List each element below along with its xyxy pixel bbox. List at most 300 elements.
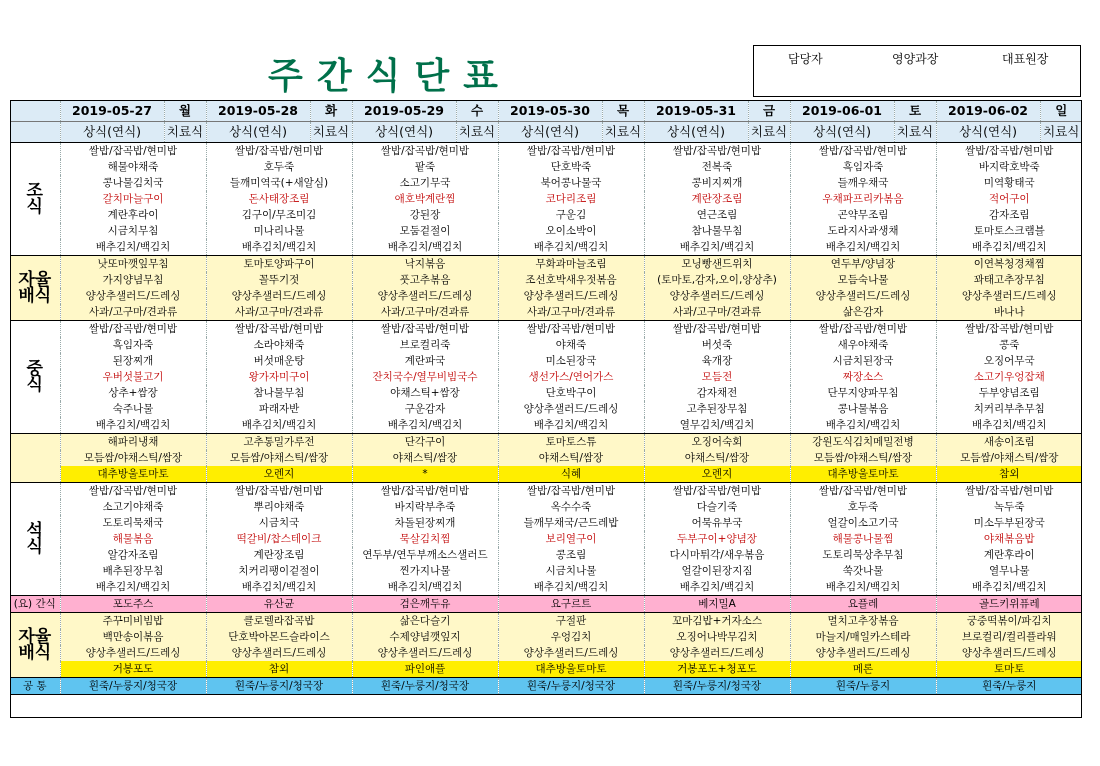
menu-cell: 모듬전 <box>644 369 790 385</box>
date-cell: 2019-06-01 <box>790 101 894 122</box>
buffet3-label-text: 자율 배식 <box>18 627 52 663</box>
regular-diet-header: 상식(연식) <box>352 122 456 143</box>
weekday-cell: 월 <box>164 101 206 122</box>
menu-cell: 쌀밥/잡곡밥/현미밥 <box>936 483 1082 500</box>
menu-cell: 콩나물볶음 <box>790 401 936 417</box>
menu-cell: 단호박아몬드슬라이스 <box>206 629 352 645</box>
common-label <box>10 678 60 695</box>
dinner-row <box>10 483 1082 500</box>
breakfast-row <box>10 159 1082 175</box>
menu-cell: 소고기야채죽 <box>60 499 206 515</box>
menu-cell: 배추김치/백김치 <box>644 579 790 596</box>
menu-cell: 야채죽 <box>498 337 644 353</box>
regular-diet-header: 상식(연식) <box>936 122 1040 143</box>
menu-cell: 치커리부추무침 <box>936 401 1082 417</box>
menu-cell: 배추된장무침 <box>60 563 206 579</box>
menu-cell: 뿌리야채죽 <box>206 499 352 515</box>
menu-cell: 배추김치/백김치 <box>206 239 352 256</box>
weekday-cell: 토 <box>894 101 936 122</box>
menu-cell: 찐가지나물 <box>352 563 498 579</box>
menu-cell: 우버섯불고기 <box>60 369 206 385</box>
menu-cell: 계란후라이 <box>936 547 1082 563</box>
buffet3-row <box>10 613 1082 630</box>
menu-cell: 쌀밥/잡곡밥/현미밥 <box>60 143 206 160</box>
menu-cell: 흑임자죽 <box>60 337 206 353</box>
date-cell: 2019-06-02 <box>936 101 1040 122</box>
menu-cell: 흰죽/누룽지/청국장 <box>644 678 790 695</box>
menu-cell: 연두부/연두부깨소스샐러드 <box>352 547 498 563</box>
menu-cell: 팥죽 <box>352 159 498 175</box>
menu-cell: 미나리나물 <box>206 223 352 239</box>
date-cell: 2019-05-30 <box>498 101 602 122</box>
breakfast-row <box>10 223 1082 239</box>
menu-cell: 해파리냉채 <box>60 434 206 451</box>
menu-cell: 양상추샐러드/드레싱 <box>498 401 644 417</box>
buffet3-fruit-row <box>10 661 1082 678</box>
menu-cell: 배추김치/백김치 <box>790 417 936 434</box>
menu-cell: 묵살김치찜 <box>352 531 498 547</box>
therapeutic-diet-header: 치료식 <box>310 122 352 143</box>
menu-cell: 오징어무국 <box>936 353 1082 369</box>
menu-cell: 브로컬리/컬리플라워 <box>936 629 1082 645</box>
menu-cell: 배추김치/백김치 <box>790 579 936 596</box>
menu-cell: 양상추샐러드/드레싱 <box>790 645 936 661</box>
menu-cell: 코다리조림 <box>498 191 644 207</box>
menu-cell: 도라지사과생채 <box>790 223 936 239</box>
menu-cell: 고추된장무침 <box>644 401 790 417</box>
menu-cell: 된장찌개 <box>60 353 206 369</box>
dinner-row <box>10 515 1082 531</box>
menu-cell: 쌀밥/잡곡밥/현미밥 <box>936 321 1082 338</box>
menu-cell: 쌀밥/잡곡밥/현미밥 <box>206 483 352 500</box>
menu-cell: 가지양념무침 <box>60 272 206 288</box>
menu-cell: 쌀밥/잡곡밥/현미밥 <box>206 321 352 338</box>
menu-cell: 배추김치/백김치 <box>60 579 206 596</box>
menu-cell: 양상추샐러드/드레싱 <box>498 645 644 661</box>
common-label-text: 공 통 <box>22 680 47 692</box>
fruit-cell: 파인애플 <box>352 661 498 678</box>
menu-cell: 고추통밀가루전 <box>206 434 352 451</box>
menu-cell: 무화과마늘조림 <box>498 256 644 273</box>
menu-cell: 야채스틱/쌈장 <box>498 450 644 466</box>
menu-cell: 양상추샐러드/드레싱 <box>352 288 498 304</box>
menu-cell: 골드키위퓨레 <box>936 596 1082 613</box>
menu-cell: 구운감자 <box>352 401 498 417</box>
menu-cell: 단각구이 <box>352 434 498 451</box>
breakfast-label <box>10 143 60 256</box>
menu-cell: 꽈태고추장무침 <box>936 272 1082 288</box>
fruit-cell: 토마토 <box>936 661 1082 678</box>
menu-cell: 도토리묵상추무침 <box>790 547 936 563</box>
buffet2-label <box>10 434 60 483</box>
menu-cell: 열무김치/백김치 <box>644 417 790 434</box>
menu-cell: 배추김치/백김치 <box>936 239 1082 256</box>
page-title: 주간식단표 <box>268 56 512 97</box>
lunch-row <box>10 385 1082 401</box>
menu-cell: 쌀밥/잡곡밥/현미밥 <box>790 143 936 160</box>
menu-cell: 바지락호박죽 <box>936 159 1082 175</box>
menu-cell: 클로렐라잡곡밥 <box>206 613 352 630</box>
buffet2-row <box>10 450 1082 466</box>
lunch-row <box>10 401 1082 417</box>
menu-cell: 모듬쌈/야채스틱/쌈장 <box>790 450 936 466</box>
menu-cell: 삶은다슬기 <box>352 613 498 630</box>
menu-cell: 들깨우채국 <box>790 175 936 191</box>
regular-diet-header: 상식(연식) <box>498 122 602 143</box>
menu-cell: 사과/고구마/견과류 <box>206 304 352 321</box>
menu-cell: 돈사태장조림 <box>206 191 352 207</box>
menu-cell: 콩죽 <box>936 337 1082 353</box>
menu-cell: 연근조림 <box>644 207 790 223</box>
lunch-row <box>10 369 1082 385</box>
fruit-cell: 오렌지 <box>644 466 790 483</box>
lunch-row <box>10 417 1082 434</box>
menu-cell: 야채스틱+쌈장 <box>352 385 498 401</box>
menu-cell: 왕가자미구이 <box>206 369 352 385</box>
menu-cell: 쌀밥/잡곡밥/현미밥 <box>352 143 498 160</box>
menu-cell: 백만송이볶음 <box>60 629 206 645</box>
menu-cell: 멸치고추장볶음 <box>790 613 936 630</box>
snack-row <box>10 596 1082 613</box>
menu-cell: 쌀밥/잡곡밥/현미밥 <box>644 321 790 338</box>
menu-cell: 잔치국수/열무비빔국수 <box>352 369 498 385</box>
menu-cell: 도토리묵채국 <box>60 515 206 531</box>
menu-cell: 치커리팽이겉절이 <box>206 563 352 579</box>
menu-cell: 소라야채죽 <box>206 337 352 353</box>
therapeutic-diet-header: 치료식 <box>164 122 206 143</box>
menu-cell: 강원도식김치메밀전병 <box>790 434 936 451</box>
menu-cell: 옥수수죽 <box>498 499 644 515</box>
menu-cell: 계란후라이 <box>60 207 206 223</box>
approval-nutrition-manager: 영양과장 <box>892 52 939 66</box>
menu-cell: 단호박죽 <box>498 159 644 175</box>
buffet1-row <box>10 288 1082 304</box>
menu-cell: 배추김치/백김치 <box>206 579 352 596</box>
menu-cell: 배추김치/백김치 <box>352 239 498 256</box>
dinner-row <box>10 547 1082 563</box>
common-row <box>10 678 1082 695</box>
menu-cell: 토마토스튜 <box>498 434 644 451</box>
menu-cell: 요플레 <box>790 596 936 613</box>
menu-cell: (토마토,감자,오이,양상추) <box>644 272 790 288</box>
date-cell: 2019-05-29 <box>352 101 456 122</box>
buffet1-row <box>10 304 1082 321</box>
buffet1-row <box>10 256 1082 273</box>
menu-cell: 짜장소스 <box>790 369 936 385</box>
menu-cell: 새송이조림 <box>936 434 1082 451</box>
menu-cell: 계란파국 <box>352 353 498 369</box>
menu-cell: 양상추샐러드/드레싱 <box>352 645 498 661</box>
menu-cell: 양상추샐러드/드레싱 <box>936 288 1082 304</box>
fruit-cell: 참외 <box>206 661 352 678</box>
menu-cell: 바나나 <box>936 304 1082 321</box>
fruit-cell: 참외 <box>936 466 1082 483</box>
menu-cell: 김구이/무조미김 <box>206 207 352 223</box>
menu-cell: 요구르트 <box>498 596 644 613</box>
weekday-cell: 수 <box>456 101 498 122</box>
menu-cell: 야채볶음밥 <box>936 531 1082 547</box>
regular-diet-header: 상식(연식) <box>60 122 164 143</box>
approval-director: 대표원장 <box>1002 52 1049 66</box>
menu-cell: 다슬기죽 <box>644 499 790 515</box>
menu-cell: 어묵유부국 <box>644 515 790 531</box>
menu-cell: 구운김 <box>498 207 644 223</box>
menu-cell: 이연복청경채찜 <box>936 256 1082 273</box>
menu-cell: 콩나물김치국 <box>60 175 206 191</box>
menu-cell: 양상추샐러드/드레싱 <box>644 645 790 661</box>
menu-cell: 오징어나박무김치 <box>644 629 790 645</box>
menu-cell: 쑥갓나물 <box>790 563 936 579</box>
menu-cell: 흑임자죽 <box>790 159 936 175</box>
fruit-cell: 오렌지 <box>206 466 352 483</box>
menu-cell: 시금치된장국 <box>790 353 936 369</box>
menu-cell: 단호박구이 <box>498 385 644 401</box>
menu-cell: 새우야채죽 <box>790 337 936 353</box>
menu-cell: 쌀밥/잡곡밥/현미밥 <box>352 483 498 500</box>
fruit-cell: * <box>352 466 498 483</box>
menu-cell: 미역황태국 <box>936 175 1082 191</box>
menu-cell: 양상추샐러드/드레싱 <box>206 288 352 304</box>
menu-cell: 배추김치/백김치 <box>60 239 206 256</box>
menu-cell: 모듬쌈/야채스틱/쌈장 <box>936 450 1082 466</box>
menu-cell: 해물야채죽 <box>60 159 206 175</box>
therapeutic-diet-header: 치료식 <box>894 122 936 143</box>
menu-cell: 콩비지찌개 <box>644 175 790 191</box>
menu-cell: 쌀밥/잡곡밥/현미밥 <box>206 143 352 160</box>
menu-cell: 시금치나물 <box>498 563 644 579</box>
regular-diet-header: 상식(연식) <box>644 122 748 143</box>
menu-cell: 숙주나물 <box>60 401 206 417</box>
date-cell: 2019-05-28 <box>206 101 310 122</box>
menu-cell: 배추김치/백김치 <box>790 239 936 256</box>
menu-cell: 해물볶음 <box>60 531 206 547</box>
menu-cell: 생선가스/연어가스 <box>498 369 644 385</box>
menu-cell: 적어구이 <box>936 191 1082 207</box>
menu-cell: 사과/고구마/견과류 <box>498 304 644 321</box>
breakfast-row <box>10 191 1082 207</box>
lunch-label-text: 중 식 <box>26 359 43 395</box>
menu-cell: 양상추샐러드/드레싱 <box>644 288 790 304</box>
menu-cell: 호두죽 <box>790 499 936 515</box>
buffet3-row <box>10 629 1082 645</box>
menu-cell: 얼갈이소고기국 <box>790 515 936 531</box>
meal-type-row <box>10 122 1082 143</box>
menu-cell: 연두부/양념장 <box>790 256 936 273</box>
weekly-menu-table <box>10 100 1082 695</box>
lunch-row <box>10 353 1082 369</box>
menu-cell: 오징어숙회 <box>644 434 790 451</box>
menu-cell: 쌀밥/잡곡밥/현미밥 <box>644 483 790 500</box>
menu-cell: 보리열구이 <box>498 531 644 547</box>
menu-cell: 배추김치/백김치 <box>352 417 498 434</box>
menu-cell: 양상추샐러드/드레싱 <box>936 645 1082 661</box>
menu-cell: 토마토스크램블 <box>936 223 1082 239</box>
snack-label-text: (요) 간식 <box>13 598 56 610</box>
menu-cell: 삶은감자 <box>790 304 936 321</box>
buffet1-label <box>10 256 60 321</box>
menu-cell: 들깨무채국/근드레밥 <box>498 515 644 531</box>
menu-cell: 야채스틱/쌈장 <box>352 450 498 466</box>
menu-cell: 야채스틱/쌈장 <box>644 450 790 466</box>
menu-cell: 계란장조림 <box>206 547 352 563</box>
menu-cell: 갈치마늘구이 <box>60 191 206 207</box>
dinner-row <box>10 579 1082 596</box>
menu-cell: 꼬마김밥+거자소스 <box>644 613 790 630</box>
menu-cell: 흰죽/누룽지/청국장 <box>498 678 644 695</box>
menu-cell: 소고기무국 <box>352 175 498 191</box>
menu-cell: 양상추샐러드/드레싱 <box>790 288 936 304</box>
menu-cell: 두부양념조림 <box>936 385 1082 401</box>
menu-cell: 쌀밥/잡곡밥/현미밥 <box>60 483 206 500</box>
menu-cell: 흰죽/누룽지/청국장 <box>206 678 352 695</box>
menu-cell: 쌀밥/잡곡밥/현미밥 <box>790 321 936 338</box>
regular-diet-header: 상식(연식) <box>206 122 310 143</box>
menu-cell: 배추김치/백김치 <box>936 417 1082 434</box>
menu-cell: 애호박계란찜 <box>352 191 498 207</box>
menu-cell: 북어콩나물국 <box>498 175 644 191</box>
fruit-cell: 대추방울토마토 <box>790 466 936 483</box>
menu-cell: 유산균 <box>206 596 352 613</box>
menu-cell: 쌀밥/잡곡밥/현미밥 <box>498 483 644 500</box>
menu-cell: 두부구이+양념장 <box>644 531 790 547</box>
menu-cell: 육개장 <box>644 353 790 369</box>
menu-cell: 사과/고구마/견과류 <box>644 304 790 321</box>
menu-cell: 알감자조림 <box>60 547 206 563</box>
corner-cell <box>10 101 60 122</box>
menu-cell: 열무나물 <box>936 563 1082 579</box>
menu-cell: 포도주스 <box>60 596 206 613</box>
lunch-label <box>10 321 60 434</box>
menu-cell: 토마토양파구이 <box>206 256 352 273</box>
menu-cell: 녹두죽 <box>936 499 1082 515</box>
menu-cell: 시금치무침 <box>60 223 206 239</box>
dinner-row <box>10 563 1082 579</box>
menu-cell: 쌀밥/잡곡밥/현미밥 <box>498 321 644 338</box>
menu-cell: 풋고추볶음 <box>352 272 498 288</box>
fruit-cell: 대추방울토마토 <box>498 661 644 678</box>
menu-cell: 모둠겉절이 <box>352 223 498 239</box>
buffet3-row <box>10 645 1082 661</box>
menu-cell: 쌀밥/잡곡밥/현미밥 <box>352 321 498 338</box>
menu-cell: 주꾸미비빔밥 <box>60 613 206 630</box>
menu-cell: 들깨미역국(+새알심) <box>206 175 352 191</box>
weekday-cell: 화 <box>310 101 352 122</box>
menu-cell: 차돌된장찌개 <box>352 515 498 531</box>
menu-cell: 배추김치/백김치 <box>936 579 1082 596</box>
menu-cell: 양상추샐러드/드레싱 <box>60 288 206 304</box>
menu-cell: 상추+쌈장 <box>60 385 206 401</box>
menu-cell: 콩조림 <box>498 547 644 563</box>
menu-cell: 모듬숙나물 <box>790 272 936 288</box>
menu-cell: 베지밀A <box>644 596 790 613</box>
corner-cell <box>10 122 60 143</box>
date-cell: 2019-05-31 <box>644 101 748 122</box>
lunch-row <box>10 337 1082 353</box>
menu-cell: 바지락부추죽 <box>352 499 498 515</box>
fruit-cell: 대추방울토마토 <box>60 466 206 483</box>
breakfast-label-text: 조 식 <box>26 181 43 217</box>
dinner-row <box>10 499 1082 515</box>
menu-cell: 다시마튀각/새우볶음 <box>644 547 790 563</box>
menu-cell: 배추김치/백김치 <box>498 417 644 434</box>
menu-cell: 조선호박새우젓볶음 <box>498 272 644 288</box>
menu-cell: 곤약무조림 <box>790 207 936 223</box>
menu-cell: 감자채전 <box>644 385 790 401</box>
menu-cell: 양상추샐러드/드레싱 <box>498 288 644 304</box>
menu-cell: 버섯죽 <box>644 337 790 353</box>
menu-cell: 배추김치/백김치 <box>498 239 644 256</box>
menu-cell: 구절판 <box>498 613 644 630</box>
menu-cell: 계란장조림 <box>644 191 790 207</box>
menu-cell: 흰죽/누룽지/청국장 <box>60 678 206 695</box>
menu-cell: 배추김치/백김치 <box>60 417 206 434</box>
date-cell: 2019-05-27 <box>60 101 164 122</box>
menu-cell: 배추김치/백김치 <box>498 579 644 596</box>
fruit-cell: 거봉포도 <box>60 661 206 678</box>
dinner-label-text: 석 식 <box>26 521 43 557</box>
menu-cell: 배추김치/백김치 <box>206 417 352 434</box>
menu-cell: 쌀밥/잡곡밥/현미밥 <box>644 143 790 160</box>
menu-cell: 강된장 <box>352 207 498 223</box>
fruit-cell: 거봉포도+청포도 <box>644 661 790 678</box>
menu-cell: 우채파프리카볶음 <box>790 191 936 207</box>
menu-cell: 얼갈이된장지짐 <box>644 563 790 579</box>
menu-cell: 쌀밥/잡곡밥/현미밥 <box>790 483 936 500</box>
menu-cell: 검은깨두유 <box>352 596 498 613</box>
menu-cell: 흰죽/누룽지/청국장 <box>352 678 498 695</box>
menu-cell: 미소된장국 <box>498 353 644 369</box>
menu-cell: 낫또마깻잎무침 <box>60 256 206 273</box>
menu-cell: 오이소박이 <box>498 223 644 239</box>
breakfast-row <box>10 207 1082 223</box>
menu-cell: 양상추샐러드/드레싱 <box>206 645 352 661</box>
menu-cell: 쌀밥/잡곡밥/현미밥 <box>936 143 1082 160</box>
menu-cell: 호두죽 <box>206 159 352 175</box>
menu-cell: 전복죽 <box>644 159 790 175</box>
menu-cell: 파래자반 <box>206 401 352 417</box>
buffet1-row <box>10 272 1082 288</box>
menu-cell: 궁중떡볶이/파김치 <box>936 613 1082 630</box>
menu-cell: 시금치국 <box>206 515 352 531</box>
menu-cell: 버섯매운탕 <box>206 353 352 369</box>
approval-staff: 담당자 <box>788 52 823 66</box>
dinner-label <box>10 483 60 596</box>
menu-cell: 해물콩나물찜 <box>790 531 936 547</box>
menu-cell: 배추김치/백김치 <box>644 239 790 256</box>
menu-cell: 흰죽/누룽지 <box>790 678 936 695</box>
lunch-row <box>10 321 1082 338</box>
menu-cell: 모듬쌈/야채스틱/쌈장 <box>60 450 206 466</box>
menu-cell: 양상추샐러드/드레싱 <box>60 645 206 661</box>
buffet3-label <box>10 613 60 678</box>
menu-cell: 모닝빵샌드위치 <box>644 256 790 273</box>
approval-box <box>753 45 1081 97</box>
menu-cell: 떡갈비/찹스테이크 <box>206 531 352 547</box>
therapeutic-diet-header: 치료식 <box>748 122 790 143</box>
snack-label <box>10 596 60 613</box>
breakfast-row <box>10 143 1082 160</box>
regular-diet-header: 상식(연식) <box>790 122 894 143</box>
date-row <box>10 101 1082 122</box>
buffet2-row <box>10 434 1082 451</box>
therapeutic-diet-header: 치료식 <box>602 122 644 143</box>
menu-cell: 미소두부된장국 <box>936 515 1082 531</box>
menu-cell: 마늘지/매일카스테라 <box>790 629 936 645</box>
fruit-cell: 식혜 <box>498 466 644 483</box>
menu-cell: 수제양념깻잎지 <box>352 629 498 645</box>
menu-cell: 소고기우엉잡채 <box>936 369 1082 385</box>
menu-cell: 감자조림 <box>936 207 1082 223</box>
